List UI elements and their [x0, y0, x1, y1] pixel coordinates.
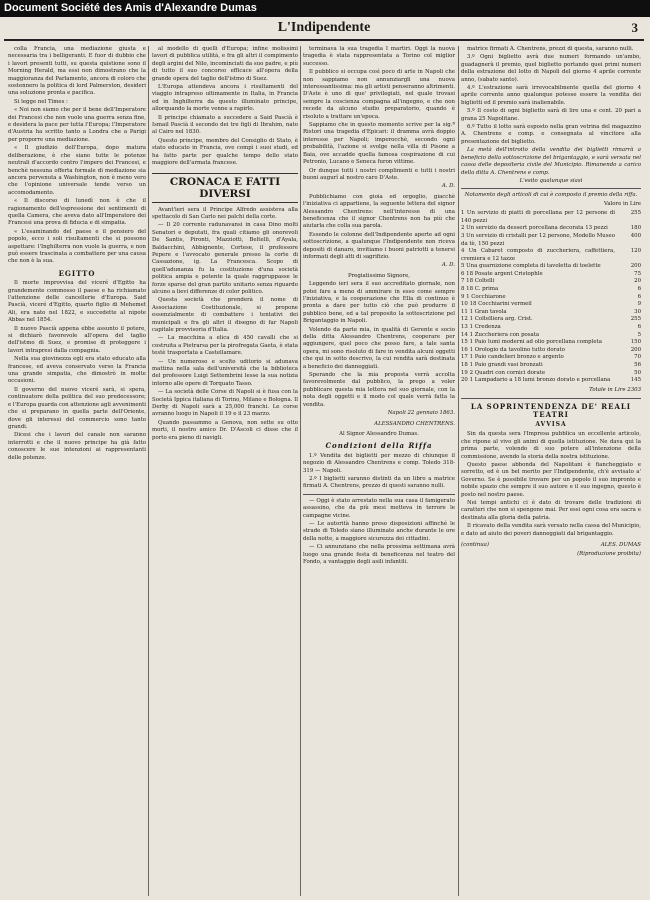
lot-description: 3 Un servizio di cristalli per 12 persone, Modello Museo da tè, 150 pezzi: [461, 232, 615, 247]
motto: L'esito qualunque siasi: [519, 177, 583, 184]
lot-value: 120: [630, 248, 641, 255]
lot-value: 200: [630, 263, 641, 270]
paragraph: Leggendo ieri sera il suo accreditato giornale, non potei fare a meno di ammirare in esso come sempre l'iniziativa, e la cooperazione che Ella di continuo è pronta a dare per tutto ciò che può produrre il pubblico bene, ed a tal proposito la sottoscrizione pel Brigantaggio in Napoli.: [303, 281, 455, 325]
masthead: [4, 17, 644, 41]
lot-description: 17 1 Paio candelieri bronzo e argento: [461, 354, 564, 361]
column-divider: [300, 46, 301, 896]
paragraph: « Noi non siamo che per il bene dell'Imperatore dei Francesi che non vuole una guerra senza fine, e desidera la pace per tutta l'Europa; l'Imperatore d'Austria ha scritto tanto a Londra che a Parigi per proporre una mediazione.: [8, 107, 146, 143]
lot-item: [461, 339, 641, 347]
paragraph: — Ci annunziano che nella prossima settimana avrà luogo una grande festa di beneficenza nel teatro del Fondo, a vantaggio degli asili infantili.: [303, 544, 455, 565]
lot-value: 56: [634, 362, 641, 368]
paragraph: Il morte improvvisa del viceré d'Egitto ha grandemente commosso il paese e ha richiamato l'attenzione delle cancellerie d'Europa. Said Pascià, viceré d'Egitto, quarto figlio di Mehemet Ali, era nato nel 1822, e succedette al nipote Abbas nel 1854.: [8, 280, 146, 324]
lot-description: 13 1 Credenza: [461, 324, 501, 331]
lot-item: [461, 354, 641, 362]
section-heading: Condizioni della Riffa: [325, 441, 433, 451]
lot-value: 145: [630, 377, 641, 384]
lot-description: 16 1 Orologio da tavolino tutto dorato: [461, 346, 565, 353]
lot-value: 20: [634, 278, 641, 285]
lot-item: [461, 332, 641, 340]
column-3: [303, 46, 455, 896]
lot-description: 4 Un Cabaret composto di zuccheriera, caffettiera, cremiera e 12 tazze: [461, 248, 615, 262]
paragraph: Questa società che prenderà il nome di Associazione Costituzionale, si propone essenzialmente di combattere i tentativi dei municipali e fra gli altri il disegno di far Napoli capitale provvisoria d'Italia.: [152, 297, 298, 333]
lot-total: Totale in Lire 2303: [589, 386, 641, 393]
reproduction-notice: (Riproduzione proibita): [577, 550, 641, 557]
page-number: 3: [631, 20, 638, 35]
paragraph: colla Francia, una mediazione giusta e necessaria tra i belligeranti. E fuor di dubbio che i lavori presenti tutti, su questa quistione sono il Morning Herald, ma essi non dimostrano che la maggioranza del Parlamento, ancora di coloro che sostennero la politica di lord Palmerston, desideri una soluzione pronta e pacifica.: [8, 46, 146, 97]
column-divider: [458, 46, 459, 896]
paragraph: Essendo le colonne dell'Indipendente aperte ad ogni sottoscrizione, a qualunque l'Indipendente non riceva depositi di danaro, invitiamo i buoni patriotti a tenersi informati degli atti di sagrifizio.: [303, 231, 455, 260]
paragraph: Quando passammo a Genova, non sette su otto morti, il nostro amico Dr. D'Ascoli ci disse che il porto era pieno di navigli.: [152, 419, 298, 441]
lot-item: [461, 294, 641, 302]
paragraph: Sappiamo che in questo momento scrive per la sig.ª Ristori una tragedia d'Epicari: il dramma avrà doppio interesse per Napoli; imperocchè, secondo ogni probabilità, l'azione si svolge nella villa di Pisone a Baia, ove accadde quella famosa cospirazione di cui Petronio, Lucano e Seneca furon vittime.: [303, 122, 455, 166]
lot-item: [461, 233, 641, 248]
paragraph: Il governo del nuovo viceré sarà, si spera, continuatore della politica del suo predecessore; e l'Europa guarda con attenzione agli avvenimenti che si preparano in quella parte dell'Oriente, dove gli interessi del commercio sono tanto grandi.: [8, 386, 146, 430]
lot-value: 6: [637, 293, 641, 300]
lot-item: [461, 248, 641, 263]
lot-description: 19 2 Quadri con cornici dorate: [461, 369, 546, 376]
lot-item: [461, 370, 641, 378]
letter-addressee: Al Signor Alessandro Dumas.: [339, 430, 419, 437]
lot-description: 10 18 Cocchiarini vermeil: [461, 301, 532, 308]
paragraph: 6.º Tutto il lotto sarà esposto nella gran vetrina del magazzino A. Chentrens e comp. e consegnata al vincitore alla presentazione del biglietto.: [461, 124, 641, 145]
letter-place-date: Napoli 22 gennaio 1863.: [387, 410, 455, 417]
lot-value: 50: [634, 369, 641, 376]
lot-list-title: Notamento degli articoli di cui è composto il premio della riffa.: [464, 192, 638, 199]
paragraph: « Il discorso di lunedì non è che il ragionamento dell'espressione dei sentimenti di quella Camera, che aveva dato all'Imperatore dei Francesi una prova di fiducia e di simpatia.: [8, 198, 146, 227]
column-divider: [148, 46, 149, 896]
author-name: ALES. DUMAS: [600, 542, 641, 549]
paragraph: al modello di quelli d'Europa; infine molissimi lavori di pubblica utilità, e fra gli altri il compimento degli argini del Nilo, incominciati da suo padre, e più di tutto il suo concorso efficace all'opera della grande opera del taglio dell'istmo di Suez.: [152, 46, 298, 82]
paragraph: Si legge nel Times :: [14, 98, 68, 105]
lot-value: 6: [637, 324, 641, 331]
paragraph: Or dunque tutti i nostri complimenti e tutti i nostri buoni augurî al nostro caro D'Aste.: [303, 167, 455, 181]
paragraph: — Le autorità hanno preso disposizioni affinché le strade di Toledo siano illuminate anche durante le ore della notte, a maggiore sicurezza dei cittadini.: [303, 520, 455, 542]
paragraph: 1.º Vendita dei biglietti per mezzo di chiunque il negozio di Alessandro Chentrens e comp. Toledo 318-319 — Napoli.: [303, 452, 455, 474]
paragraph: Il ricavato della vendita sarà versato nella cassa del Municipio, e dato ad aiuto dei poveri danneggiati dal brigantaggio.: [461, 523, 641, 537]
section-heading: EGITTO: [58, 268, 96, 278]
lot-item: [461, 286, 641, 294]
lot-value: 200: [630, 346, 641, 353]
divider: [303, 494, 455, 495]
lot-item: [461, 362, 641, 370]
paragraph: Il principe chiamato a succedere a Said Pascià è Ismail Pascià il secondo dei tre figli di Ibrahim, nato al Cairo nel 1830.: [152, 114, 298, 136]
paragraph: Dicesi che i lavori del canale non saranno interrotti e che il nuovo principe ha già fatto conoscere le sue intenzioni ai rappresentanti delle potenze.: [8, 432, 146, 461]
divider: [461, 398, 641, 399]
paragraph: « L'esaminando del paese e il pensiero del popolo, ecco i soli risultamenti che si possono aspettare: l'Inghilterra non vuole la guerra, e non può essere trascinata a combattere per una causa che non è la sua.: [8, 228, 146, 265]
column-1: [8, 46, 146, 896]
paragraph: Nella sua giovinezza egli era stato educato alla francese, ed aveva conservato verso la Francia una grande simpatia, che dimostrò in molte occasioni.: [8, 356, 146, 385]
paragraph: — Il 20 corrente radunavansi in casa Dino molti Senatori e deputati, fra quali citiamo gli onorevoli De Santis, Pironti, Mazziotti, Beltelli, d'Ayala, Baldacchini, Abbignente, Cortese, il professore Pepere e l'avvocato generale presso la corte di Cassazione, ig. La Francesca. Scopo di quell'adunanza fu la costituzione d'una società politica ampia e potente la quale raggruppasse le forze sparse del gran partito unitario senza riguardo alcuno a lievi differenze di color politico.: [152, 222, 298, 295]
paragraph: 5.º Il costo di ogni biglietto sarà di lire una e cent. 20 pari a grana 25 Napolitane.: [461, 108, 641, 122]
lot-item: [461, 347, 641, 355]
paragraph: « Il giudizio dell'Europa, dopo matura deliberazione, è che siano tutte le potenze neutrali d'accordo contro l'impero dei Francesi, e benchè nessuna offerta formale di mediazione sia ancora pervenuta a Washington, non è meno vero che l'opinione universale tende verso un accomodamento.: [8, 145, 146, 196]
signature: A. D.: [441, 183, 455, 190]
column-4: [461, 46, 641, 896]
lot-description: 1 Un servizio di piatti di porcellana per 12 persone di 140 pezzi: [461, 210, 615, 224]
lot-description: 9 1 Cocchiarone: [461, 293, 506, 300]
document-banner: [0, 0, 650, 17]
article-footer: [461, 542, 641, 549]
paragraph: — La macchina a elica di 450 cavalli che si costruita a Pietrarsa per la pirofregata Gaeta, è stata testè trasportata a Castellamare.: [152, 335, 298, 357]
lot-item: [461, 301, 641, 309]
lot-item: [461, 278, 641, 286]
lot-description: 6 18 Posate argent Cristophle: [461, 270, 543, 277]
lot-description: 12 1 Coltelliera arg. Crist.: [461, 316, 533, 323]
lot-list: [461, 210, 641, 385]
paragraph: Volendo da parte mia, in qualità di Gerente e socio della ditta Alessandro Chentrens, cooperare per aggiungere, quel poco che posso fare, a tale santa opera, mi sono risoluto di fare in vendita alcuni oggetti che qui in sotto descrivo, la cui rendita sarà destinata a beneficio dei danneggiati.: [303, 326, 455, 370]
lot-item: [461, 271, 641, 279]
lot-value: 180: [630, 225, 641, 232]
lot-value: 75: [634, 270, 641, 277]
lot-item: [461, 377, 641, 385]
lot-item: [461, 324, 641, 332]
paragraph: Questo paese abbonda del Napolitani è fiancheggiato e sorretto, ed è un bel merito per l'Indipendente, ch'è avvisato a' Governo. Se è possibile trovare per un popolo il suo impronto e nobile spazio che sempre il suo autore e il suo ingegno, questo è posto nel nostro paese.: [461, 462, 641, 498]
letter-signature: ALESSANDRO CHENTRENS.: [374, 420, 455, 427]
paragraph: Questo principe, membro del Consiglio di Stato, è stato educato in Francia, ove compì i suoi studi, ed ha fatto parte per qualche tempo dello stato maggiore dell'armata francese.: [152, 137, 298, 167]
section-heading: CRONACA E FATTI DIVERSI: [152, 173, 298, 203]
paragraph: Nei tempi antichi ci è dato di trovare delle tradizioni di caratteri che non si spengono mai. Per essi ogni cosa era sacra e destinata alla gloria della patria.: [461, 500, 641, 521]
paragraph: 4.º L'estrazione sarà irrevocabilmente quella del giorno 4 aprile corrente anno qualunque potesse essere la vendita dei biglietti ed il premio sarà inalienabile.: [461, 85, 641, 106]
lot-item: [461, 210, 641, 225]
lot-value: 5: [637, 331, 641, 338]
column-2: [152, 46, 298, 896]
lot-value: 9: [637, 301, 641, 308]
paragraph: matrice firmati A. Chentrens, prezzi di questa, saranno nulli.: [467, 46, 634, 52]
paragraph: 2.º I biglietti saranno distinti da un libro a matrice firmati A. Chentrens, prezzo di questi saranno nulli.: [303, 475, 455, 490]
paragraph: Avant'ieri sera il Principe Alfredo assisteva alla spettacolo di San Carlo nei palchi della corte.: [152, 206, 298, 220]
paragraph: — Un numeroso e scelto uditorio si adunava mattina nella sala dell'università che la biblioteca del professore Luigi Settembrini lesse la sua notizia intorno alle opere di Torquato Tasso.: [152, 358, 298, 387]
lot-description: 5 Una guarnizione completa di tavoletta di toelette: [461, 263, 601, 270]
lot-description: 14 1 Zuccheriera con posata: [461, 331, 540, 338]
section-heading: LA SOPRINTENDENZA DE' REALI TEATRI: [470, 402, 632, 419]
paragraph: La metà dell'introito della vendita dei biglietti rimarrà a beneficio della sottoscrizione del brigantaggio, e sarà versata nel cassa delle depositeria civile del Municipio. Rimanendo a carico della ditta A. Chentrens e comp.: [461, 147, 641, 176]
paragraph: Il nuovo Pascià appena ebbe assunto il potere, si dichiarò favorevole all'opera del taglio dell'istmo di Suez, e promise di proteggere i lavori intrapresi dalla compagnia.: [8, 325, 146, 354]
paragraph: — Oggi è stato arrestato nella sua casa il famigerato assassino, che da più mesi metteva in terrore le campagne vicine.: [303, 497, 455, 519]
paragraph: Il pubblico si occupa così poco di arte in Napoli che non sappiamo non annunziargli una nuova interessantissima: ma gli artisti penseranno altrimenti. D'Aste è uno di que' privilegiati, nel quale trovasi sempre la coscienza compagna all'ingegno, e che non recede da alcuno studio preparatorio, quando è risoluto a trattare un'epoca.: [303, 69, 455, 120]
lot-value: 255: [630, 210, 641, 217]
paragraph: 3.º Ogni biglietto avrà due numeri formando un'ambo, guadagnerà il premio, quel biglietto portando quei primi numeri della estrazione del lotto di Napoli del giorno 4 aprile corrente anno, (sabato santo).: [461, 54, 641, 83]
paragraph: Sin da questa sera l'Impresa pubblica un eccellente articolo, che ripone al vivo gli animi di quella istituzione. Ne dava qui la prima parte, volendo di suo potere all'intenzione della commissione, avendo la storia della nostra istituzione.: [461, 431, 641, 460]
lot-description: 18 1 Paio grandi vasi bronzati: [461, 362, 543, 368]
paragraph: — La società delle Corse di Napoli si è fusa con la Società Ippica italiana di Torino, Milano e Bologna. Il Derby di Napoli sarà a 25,000 franchi. Le corse avranno luogo in Napoli il 19 e il 23 marzo.: [152, 389, 298, 418]
paragraph: Sperando che la mia proposta verrà accolta favorevolmente dal pubblico, la prego a voler pubblicare questa mia lettera nel suo giornale, con la nota degli oggetti e il modo col quale verrà fatta la vendita.: [303, 372, 455, 408]
paragraph: Pubblichiamo con gioia ed orgoglio, giacchè l'iniziativa ci appartiene, la seguente lettera del signor Alessandro Chentrens: nell'interesse di una beneficenza che il signor Chentrens non ha più che aiutarla che colla sua parola.: [303, 193, 455, 230]
section-subheading: AVVISA: [535, 421, 567, 428]
paragraph: terminava la sua tragedia I martiri. Oggi la nuova tragedia è stata rappresentata a Torino col miglior successo.: [303, 46, 455, 67]
lot-description: 2 Un servizio da dessert porcellana decorata 13 pezzi: [461, 225, 608, 232]
lot-description: 8 18 C. prima: [461, 286, 499, 293]
lot-item: [461, 225, 641, 233]
newspaper-title: L'Indipendente: [277, 20, 371, 35]
lot-description: 7 18 Coltelli: [461, 278, 495, 285]
lot-item: [461, 309, 641, 317]
lot-item: [461, 263, 641, 271]
lot-list-header: Valore in Lire: [603, 200, 641, 207]
letter-salutation: Pregiatissimo Signore,: [347, 272, 411, 279]
lot-description: 20 1 Lampadario a 18 lumi bronzo dorato e porcellana: [461, 377, 611, 384]
divider: [461, 188, 641, 189]
paragraph: L'Europa attendeva ancora i risultamenti del viaggio intrapreso ultimamente in Italia, in Francia ed in Inghilterra da questo illuminato principe, allorquando la morte venne a rapirlo.: [152, 84, 298, 113]
lot-value: 400: [630, 232, 641, 239]
lot-value: 255: [630, 316, 641, 323]
lot-description: 15 1 Paio lumi moderni ad olio porcellana completa: [461, 339, 602, 346]
continued-note: (continua): [461, 542, 489, 549]
lot-description: 11 1 Gran tavola: [461, 308, 507, 315]
lot-value: 6: [637, 286, 641, 293]
lot-value: 150: [630, 339, 641, 346]
signature: A. D.: [441, 262, 455, 269]
lot-value: 30: [634, 308, 641, 315]
lot-item: [461, 316, 641, 324]
lot-value: 70: [634, 354, 641, 361]
banner-text: Document Société des Amis d'Alexandre Dumas: [4, 2, 257, 14]
